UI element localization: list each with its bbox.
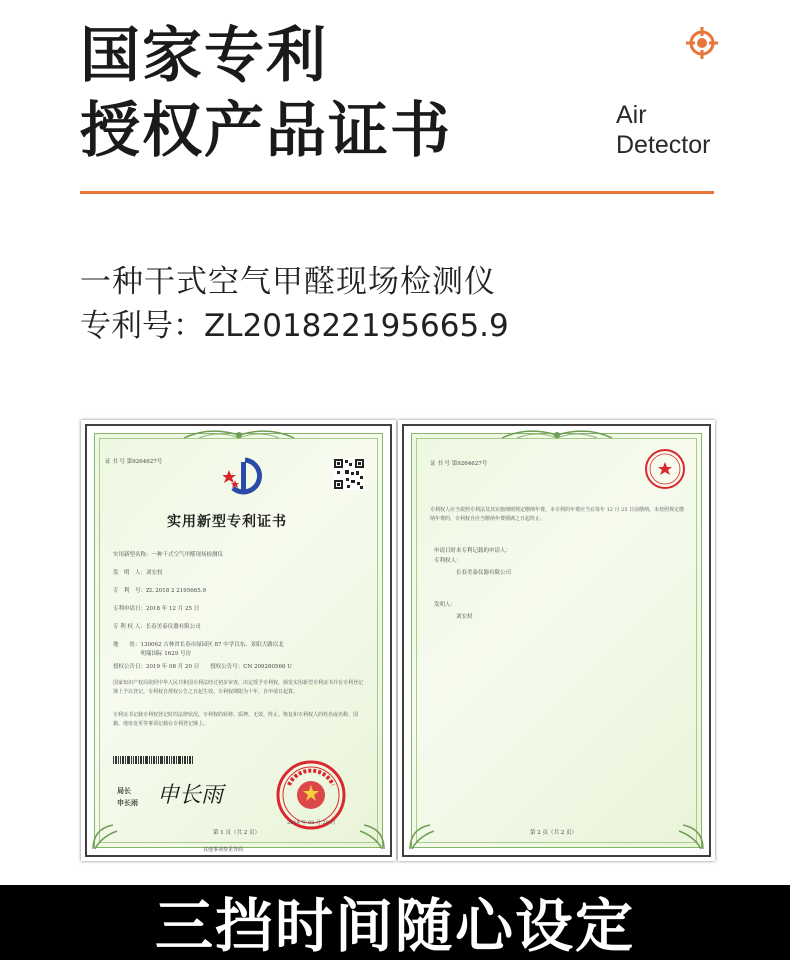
crosshair-icon — [686, 27, 718, 59]
certificate-page-2 — [398, 420, 715, 861]
cert-row-address: 地 址：130062 吉林省长春市绿园区 87 中学以东、景阳大路以北 — [113, 642, 284, 648]
inventor-name: 刘宏权 — [456, 614, 473, 620]
cert-row-patent-no: 专 利 号：ZL 2018 2 2195665.9 — [113, 588, 206, 594]
certificate-paper — [94, 433, 383, 848]
cert-row-name: 实用新型名称：一种干式空气甲醛现场检测仪 — [113, 552, 224, 558]
page-number: 第 1 页（共 2 页） — [213, 830, 260, 836]
applicant-name: 长春美泰仪器有限公司 — [456, 570, 512, 576]
qr-code-icon — [333, 458, 365, 490]
cert-paragraph-1: 国家知识产权局依照中华人民共和国专利法经过初步审查，决定授予专利权，颁发实用新型专利证书并在专利登记簿上予以登记。专利权自授权公告之日起生效。专利权期限为十年，自申请日起算。 — [113, 680, 364, 695]
header-divider — [80, 191, 714, 194]
fee-paragraph: 专利权人应当依照专利法及其实施细则规定缴纳年费。本专利的年费应当在每年 12 月 25 日前缴纳。未按照规定缴纳年费的，专利权自应当缴纳年费期满之日起终止。 — [430, 507, 685, 522]
applicant-label: 专利权人： — [434, 558, 462, 564]
certificate-paper — [411, 433, 702, 848]
patent-office-logo-icon — [223, 456, 267, 496]
cert-row-patentee: 专 利 权 人：长春美泰仪器有限公司 — [113, 624, 201, 630]
footer-note: 其他事项参见背面 — [203, 847, 244, 853]
brand-name — [616, 100, 710, 160]
cert-row-grant-date: 授权公告日：2019 年 08 月 20 日 授权公告号：CN 209280566 U — [113, 664, 292, 670]
seal-date: 2019 年 08 月 20 日 — [287, 820, 336, 826]
corner-ornament-icon — [677, 823, 705, 851]
certificate-number: 证 书 号 第9264627号 — [105, 459, 163, 465]
corner-ornament-icon — [408, 823, 436, 851]
sign-name: 申长雨 — [117, 798, 138, 807]
corner-ornament-icon — [91, 823, 119, 851]
brand-line-2: Detector — [616, 131, 711, 159]
top-ornament-icon — [179, 426, 299, 444]
inventor-label: 发明人： — [434, 602, 457, 608]
page-number: 第 2 页（共 2 页） — [530, 830, 577, 836]
director-signature: 申长雨 — [157, 783, 224, 808]
patent-number: 专利号：ZL201822195665.9 — [80, 308, 509, 344]
page-title-line-2: 授权产品证书 — [80, 96, 452, 166]
page-title-line-1: 国家专利 — [80, 21, 328, 91]
cert-paragraph-2: 专利证书记载专利权登记时的法律状况。专利权的转移、质押、无效、终止、恢复和专利权人的姓名或名称、国籍、地址变更等事项记载在专利登记簿上。 — [113, 712, 359, 727]
sign-title: 局长 — [117, 786, 131, 795]
certificate-page-1 — [81, 420, 396, 861]
bottom-banner-text: 三挡时间随心设定 — [154, 892, 635, 960]
certificate-heading: 实用新型专利证书 — [167, 514, 287, 530]
corner-ornament-icon — [358, 823, 386, 851]
top-ornament-icon — [497, 426, 617, 444]
barcode-icon — [113, 756, 193, 764]
brand-line-1: Air — [616, 101, 647, 129]
certificate-number: 证 书 号 第9264627号 — [430, 461, 488, 467]
product-name: 一种干式空气甲醛现场检测仪 — [80, 264, 496, 300]
cert-row-address-2: 明瑞国际 1629 号房 — [113, 651, 191, 657]
applicant-heading: 申请日时本专利记载的申请人： — [434, 548, 512, 554]
cert-row-filing-date: 专利申请日：2018 年 12 月 25 日 — [113, 606, 200, 612]
company-seal-icon — [644, 448, 686, 490]
cert-row-inventor: 发 明 人：刘宏权 — [113, 570, 163, 576]
